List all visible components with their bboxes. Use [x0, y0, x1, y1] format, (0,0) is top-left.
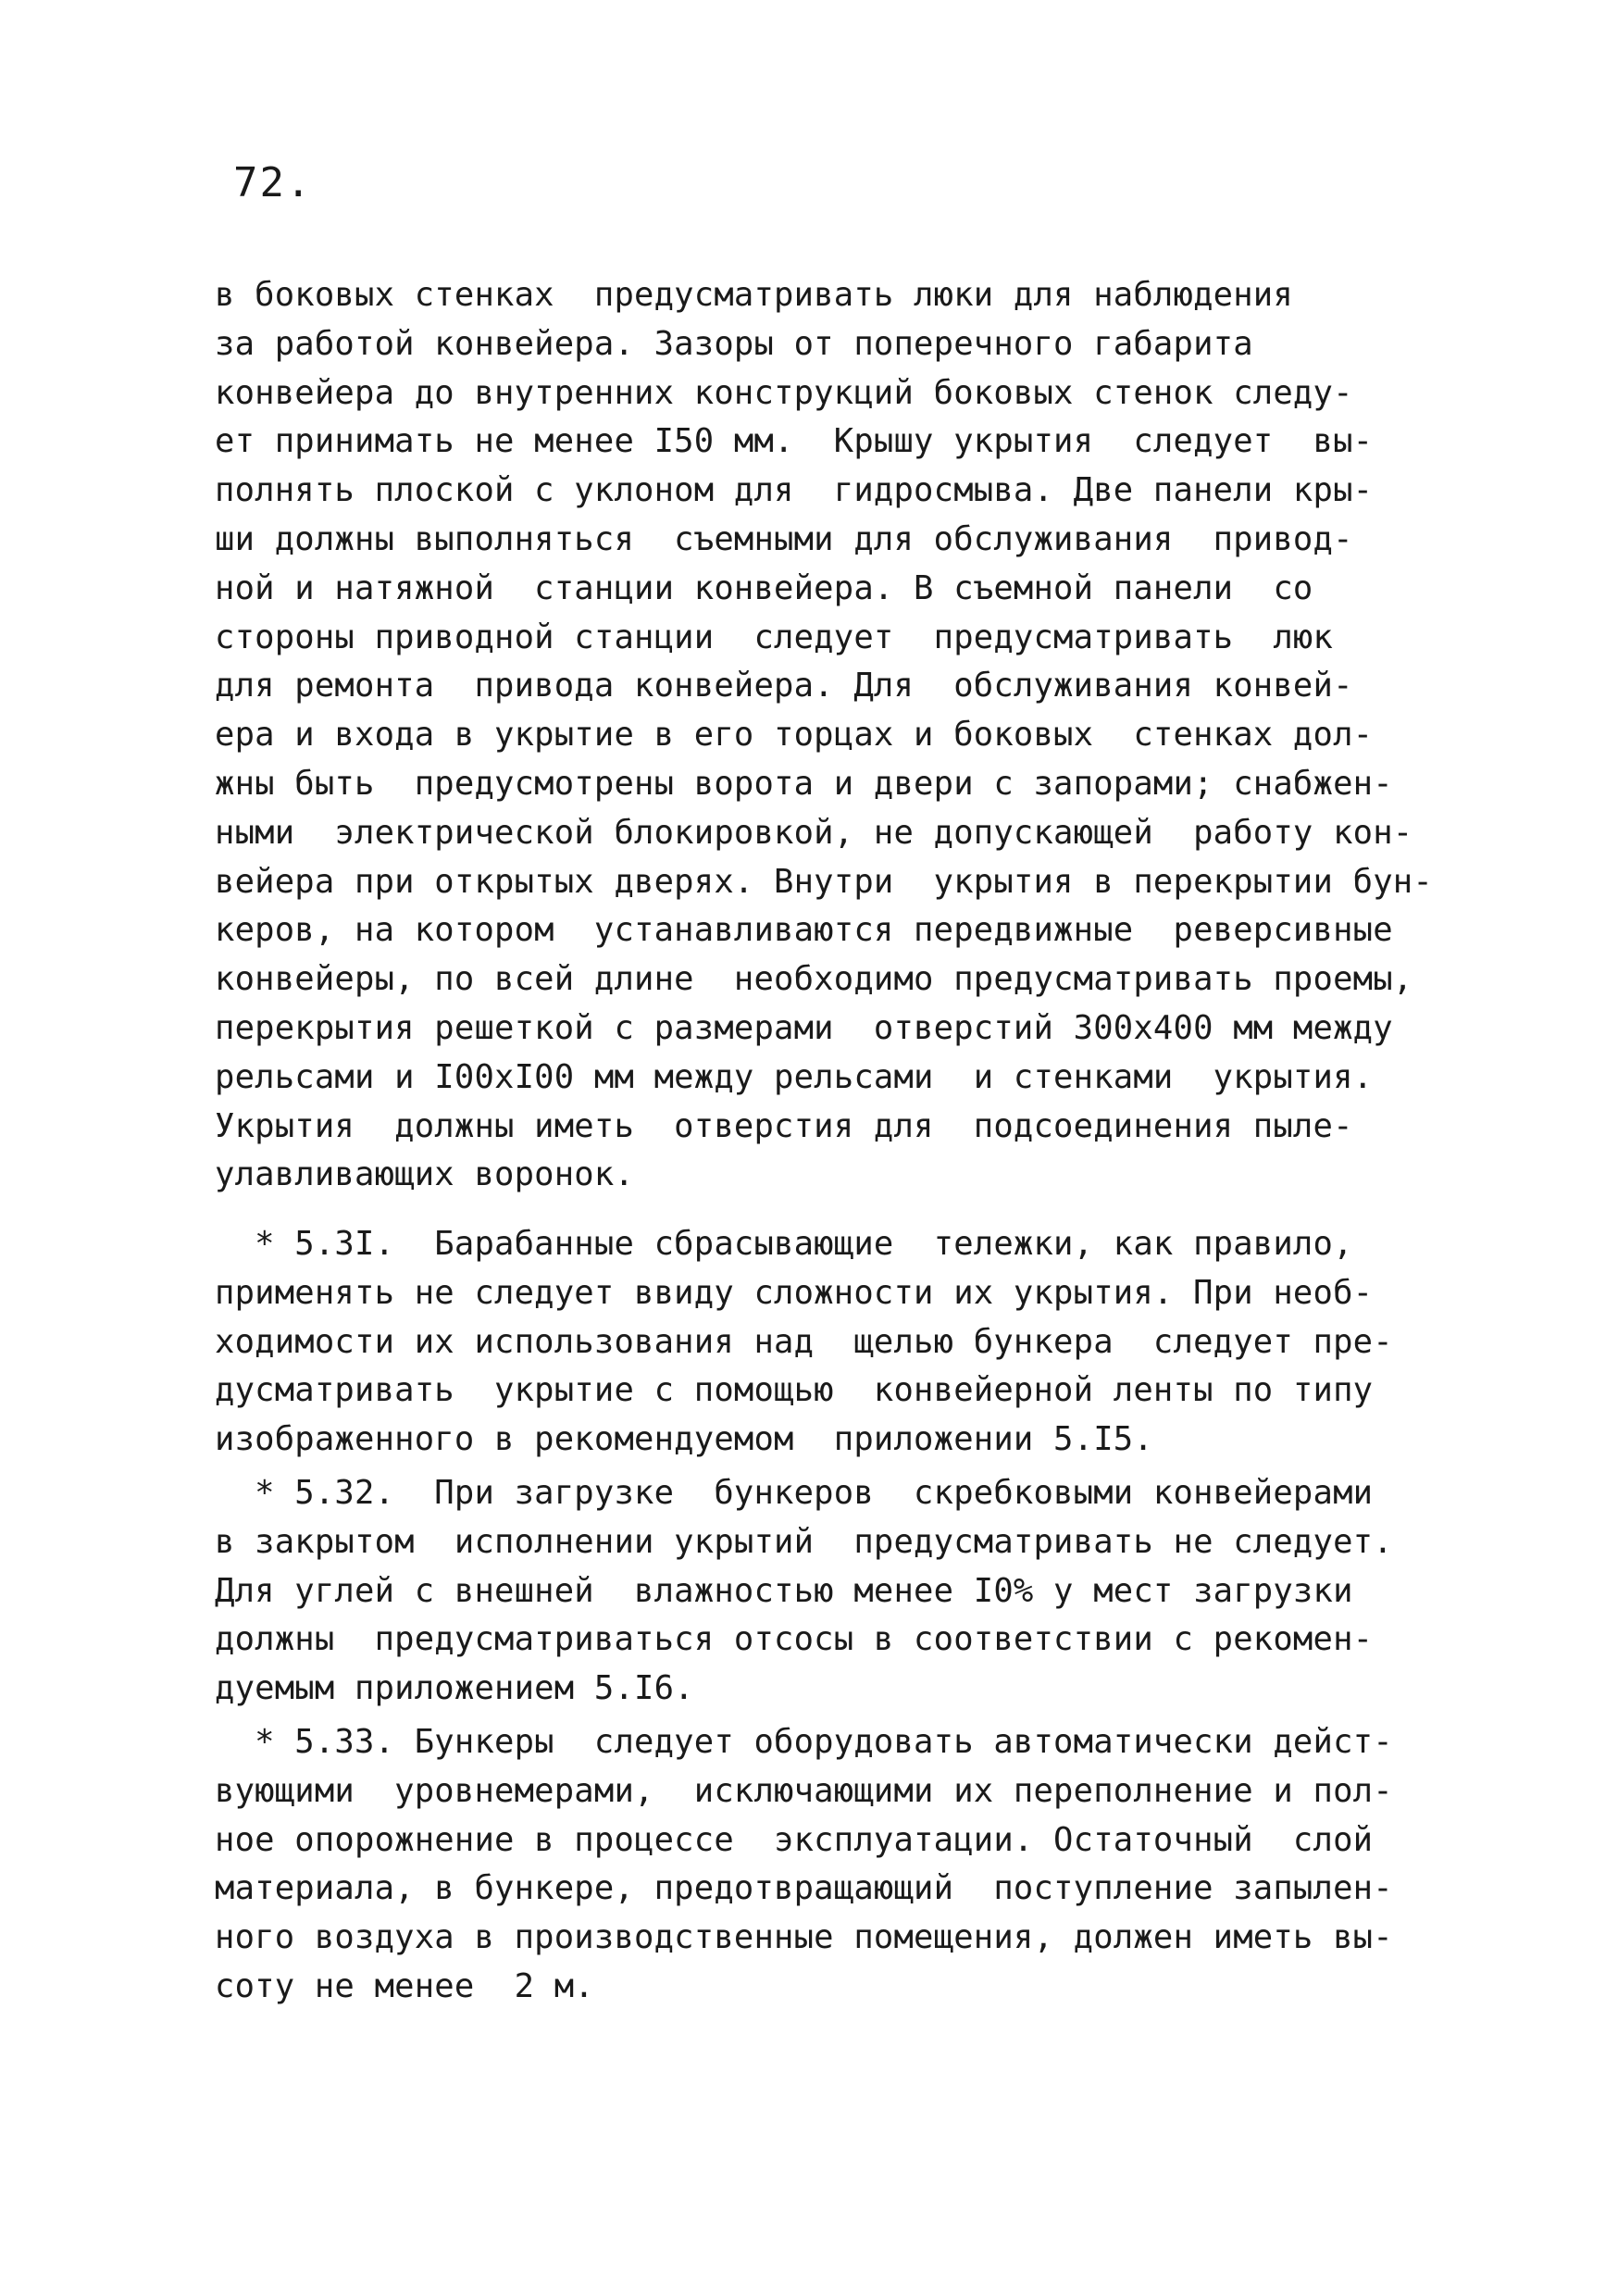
text-line: вующими уровнемерами, исключающими их переполнение и пол-: [215, 1771, 1393, 1810]
text-line: Для углей с внешней влажностью менее I0% у мест загрузки: [215, 1571, 1353, 1610]
text-line: ера и входа в укрытие в его торцах и боковых стенках дол-: [215, 716, 1374, 755]
text-line: улавливающих воронок.: [215, 1155, 635, 1194]
text-line: применять не следует ввиду сложности их укрытия. При необ-: [215, 1273, 1374, 1312]
text-line: перекрытия решеткой с размерами отверстий 300х400 мм между: [215, 1008, 1393, 1047]
text-line: керов, на котором устанавливаются передвижные реверсивные: [215, 911, 1393, 950]
text-line: дусматривать укрытие с помощью конвейерной ленты по типу: [215, 1371, 1374, 1410]
paragraph-continuation: [215, 271, 1437, 1200]
text-line: материала, в бункере, предотвращающий поступление запылен-: [215, 1869, 1393, 1908]
text-line: конвейера до внутренних конструкций боковых стенок следу-: [215, 373, 1353, 412]
text-line: в боковых стенках предусматривать люки для наблюдения: [215, 276, 1293, 314]
text-line: жны быть предусмотрены ворота и двери с запорами; снабжен-: [215, 764, 1393, 803]
text-line: соту не менее 2 м.: [215, 1966, 594, 2005]
text-line: Укрытия должны иметь отверстия для подсоединения пыле-: [215, 1106, 1353, 1145]
text-line: ши должны выполняться съемными для обслуживания привод-: [215, 519, 1353, 558]
text-line: ной и натяжной станции конвейера. В съемной панели со: [215, 568, 1313, 607]
text-line: ет принимать не менее I50 мм. Крышу укрытия следует вы-: [215, 422, 1374, 461]
text-line: * 5.33. Бункеры следует оборудовать автоматически дейст-: [215, 1723, 1393, 1761]
paragraph-5-32: [215, 1469, 1437, 1714]
text-line: вейера при открытых дверях. Внутри укрытия в перекрытии бун-: [215, 862, 1433, 901]
text-line: дуемым приложением 5.I6.: [215, 1669, 694, 1708]
text-line: в закрытом исполнении укрытий предусматривать не следует.: [215, 1522, 1393, 1561]
page-number: 72.: [233, 159, 313, 206]
paragraph-5-33: [215, 1718, 1437, 2012]
text-line: за работой конвейера. Зазоры от поперечного габарита: [215, 324, 1253, 363]
text-line: * 5.32. При загрузке бункеров скребковыми конвейерами: [215, 1474, 1374, 1512]
text-line: ными электрической блокировкой, не допускающей работу кон-: [215, 813, 1413, 852]
text-line: конвейеры, по всей длине необходимо предусматривать проемы,: [215, 960, 1413, 999]
text-line: * 5.3I. Барабанные сбрасывающие тележки, как правило,: [215, 1225, 1353, 1263]
text-line: ное опорожнение в процессе эксплуатации. Остаточный слой: [215, 1820, 1374, 1859]
text-line: рельсами и I00хI00 мм между рельсами и стенками укрытия.: [215, 1057, 1374, 1096]
text-line: должны предусматриваться отсосы в соответствии с рекомен-: [215, 1620, 1374, 1659]
text-line: для ремонта привода конвейера. Для обслуживания конвей-: [215, 667, 1353, 705]
paragraph-5-31: [215, 1220, 1437, 1465]
text-line: изображенного в рекомендуемом приложении 5.I5.: [215, 1420, 1153, 1459]
text-line: полнять плоской с уклоном для гидросмыва. Две панели кры-: [215, 471, 1374, 510]
text-line: стороны приводной станции следует предусматривать люк: [215, 618, 1334, 656]
text-line: ного воздуха в производственные помещения, должен иметь вы-: [215, 1918, 1393, 1957]
text-line: ходимости их использования над щелью бункера следует пре-: [215, 1322, 1393, 1361]
